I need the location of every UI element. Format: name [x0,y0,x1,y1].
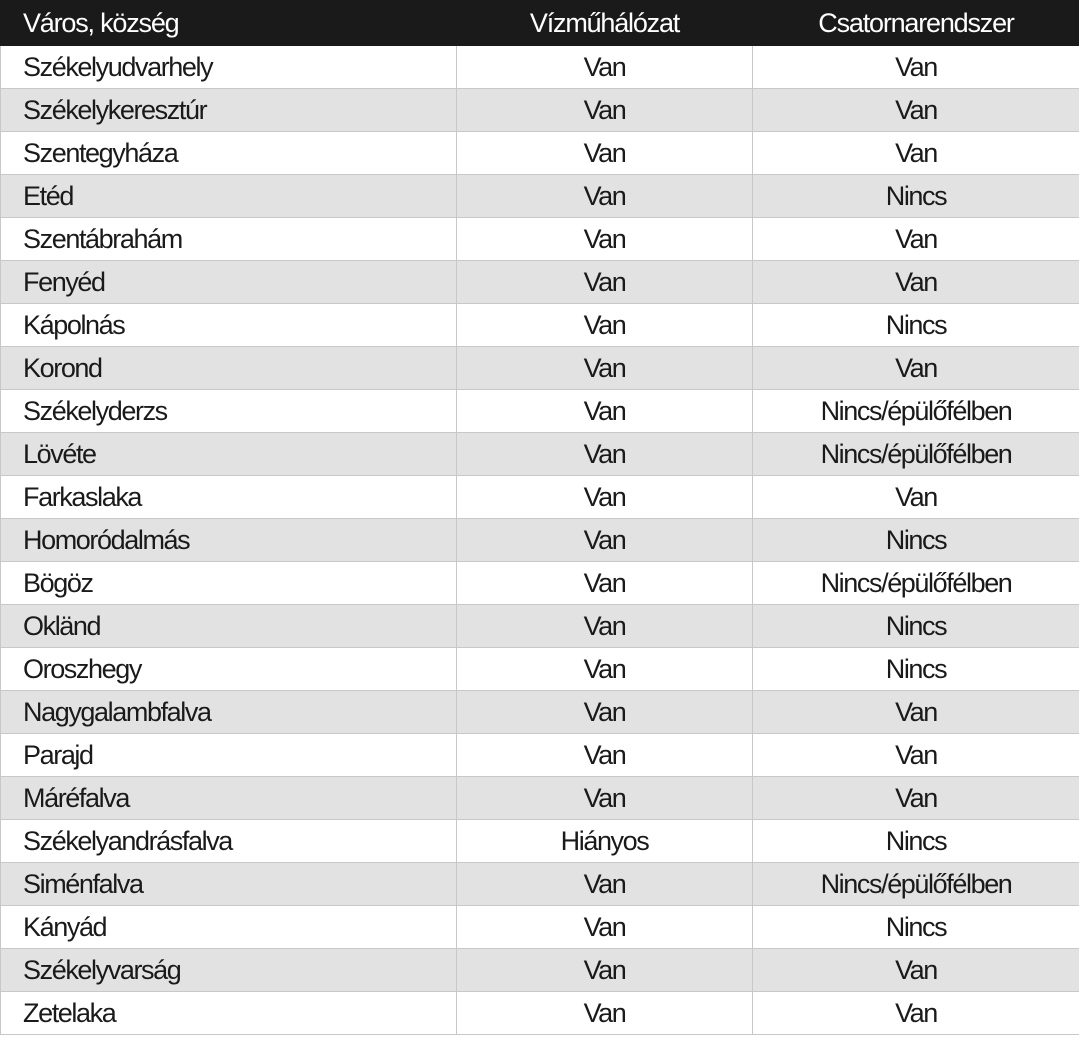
table-header [1,1,1079,46]
cell-water-network: Van [457,476,753,519]
table-row [1,390,1079,433]
cell-city: Etéd [1,175,457,218]
table-row [1,734,1079,777]
cell-sewer-system: Nincs [753,820,1079,863]
cell-city: Nagygalambfalva [1,691,457,734]
table-row [1,175,1079,218]
cell-city: Fenyéd [1,261,457,304]
cell-sewer-system: Van [753,89,1079,132]
cell-city: Farkaslaka [1,476,457,519]
cell-sewer-system: Van [753,691,1079,734]
cell-water-network: Van [457,433,753,476]
table-row [1,906,1079,949]
cell-sewer-system: Nincs/épülőfélben [753,433,1079,476]
header-city: Város, község [1,1,457,46]
table-row [1,949,1079,992]
table-row [1,820,1079,863]
table-row [1,46,1079,89]
cell-city: Székelyderzs [1,390,457,433]
cell-city: Székelyudvarhely [1,46,457,89]
header-sewer-system: Csatornarendszer [753,1,1079,46]
cell-sewer-system: Van [753,347,1079,390]
table-row [1,304,1079,347]
cell-city: Bögöz [1,562,457,605]
cell-water-network: Van [457,390,753,433]
cell-sewer-system: Nincs [753,906,1079,949]
table-row [1,218,1079,261]
cell-sewer-system: Van [753,261,1079,304]
cell-sewer-system: Van [753,46,1079,89]
cell-water-network: Van [457,562,753,605]
cell-city: Lövéte [1,433,457,476]
cell-water-network: Van [457,605,753,648]
cell-water-network: Van [457,691,753,734]
cell-water-network: Van [457,949,753,992]
cell-water-network: Van [457,218,753,261]
cell-sewer-system: Nincs [753,519,1079,562]
cell-city: Homoródalmás [1,519,457,562]
cell-water-network: Hiányos [457,820,753,863]
cell-water-network: Van [457,777,753,820]
cell-water-network: Van [457,992,753,1035]
table-row [1,863,1079,906]
cell-city: Zetelaka [1,992,457,1035]
cell-water-network: Van [457,132,753,175]
cell-sewer-system: Van [753,992,1079,1035]
cell-sewer-system: Van [753,218,1079,261]
cell-sewer-system: Van [753,777,1079,820]
cell-city: Máréfalva [1,777,457,820]
cell-city: Szentegyháza [1,132,457,175]
cell-city: Székelyvarság [1,949,457,992]
cell-sewer-system: Van [753,949,1079,992]
cell-sewer-system: Van [753,132,1079,175]
cell-sewer-system: Nincs [753,648,1079,691]
cell-water-network: Van [457,46,753,89]
cell-water-network: Van [457,906,753,949]
cell-sewer-system: Nincs [753,605,1079,648]
cell-city: Korond [1,347,457,390]
cell-water-network: Van [457,863,753,906]
cell-city: Székelyandrásfalva [1,820,457,863]
table-row [1,562,1079,605]
cell-city: Siménfalva [1,863,457,906]
table-row [1,691,1079,734]
cell-water-network: Van [457,734,753,777]
table-row [1,777,1079,820]
cell-water-network: Van [457,347,753,390]
cell-city: Oroszhegy [1,648,457,691]
cell-water-network: Van [457,304,753,347]
cell-water-network: Van [457,519,753,562]
cell-water-network: Van [457,648,753,691]
cell-sewer-system: Nincs/épülőfélben [753,390,1079,433]
cell-sewer-system: Nincs/épülőfélben [753,562,1079,605]
cell-city: Kápolnás [1,304,457,347]
cell-water-network: Van [457,261,753,304]
table-row [1,992,1079,1035]
table-row [1,605,1079,648]
table-row [1,476,1079,519]
table-row [1,132,1079,175]
cell-sewer-system: Van [753,476,1079,519]
cell-sewer-system: Nincs/épülőfélben [753,863,1079,906]
table-row [1,433,1079,476]
table-body [1,46,1079,1035]
cell-city: Okländ [1,605,457,648]
cell-water-network: Van [457,175,753,218]
cell-water-network: Van [457,89,753,132]
cell-sewer-system: Van [753,734,1079,777]
header-water-network: Vízműhálózat [457,1,753,46]
table-row [1,648,1079,691]
cell-city: Parajd [1,734,457,777]
cell-city: Szentábrahám [1,218,457,261]
cell-sewer-system: Nincs [753,175,1079,218]
header-row [1,1,1079,46]
cell-city: Kányád [1,906,457,949]
table-row [1,261,1079,304]
cell-sewer-system: Nincs [753,304,1079,347]
table-row [1,89,1079,132]
table-row [1,519,1079,562]
table-row [1,347,1079,390]
cell-city: Székelykeresztúr [1,89,457,132]
